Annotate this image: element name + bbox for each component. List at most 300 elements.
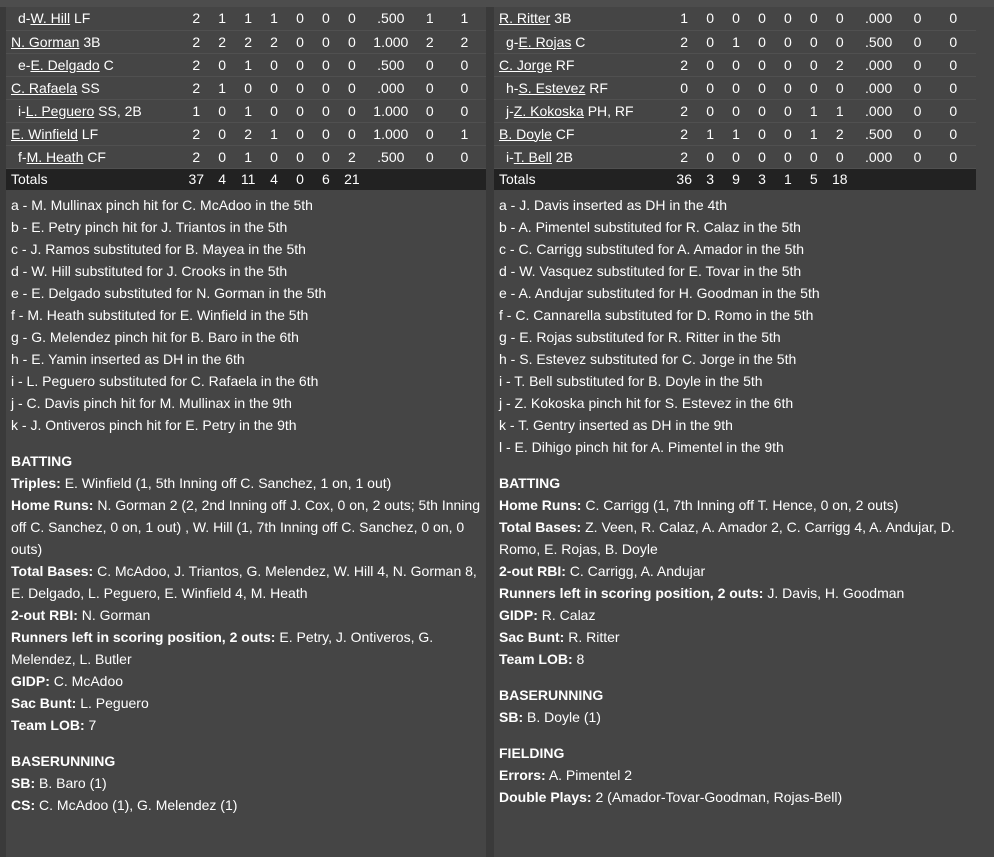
batting-value: R. Calaz bbox=[541, 607, 596, 623]
stat-c1: 0 bbox=[417, 145, 443, 168]
stat-avg: .500 bbox=[853, 122, 905, 145]
stat-bb: 0 bbox=[287, 99, 313, 122]
batting-item bbox=[499, 494, 971, 516]
stat-so: 0 bbox=[801, 30, 827, 53]
substitution-note: h - E. Yamin inserted as DH in the 6th bbox=[11, 351, 245, 367]
stat-ab: 1 bbox=[183, 99, 209, 122]
total-rbi: 4 bbox=[261, 168, 287, 190]
batting-item bbox=[499, 516, 971, 560]
stat-avg: .000 bbox=[853, 99, 905, 122]
player-link[interactable]: E. Rojas bbox=[518, 33, 572, 50]
stat-r: 0 bbox=[697, 76, 723, 99]
batting-label: Team LOB: bbox=[499, 651, 573, 667]
player-row bbox=[494, 122, 976, 145]
stat-avg: .000 bbox=[853, 76, 905, 99]
stat-rbi: 0 bbox=[261, 53, 287, 76]
player-cell bbox=[6, 53, 183, 76]
stat-rbi: 0 bbox=[261, 145, 287, 168]
substitution-note: a - J. Davis inserted as DH in the 4th bbox=[499, 197, 727, 213]
stat-h: 1 bbox=[723, 122, 749, 145]
stat-bb: 0 bbox=[775, 7, 801, 30]
player-position: RF bbox=[551, 56, 575, 73]
stat-c1: 2 bbox=[417, 30, 443, 53]
sub-prefix: f- bbox=[18, 148, 27, 165]
batting-value: 8 bbox=[576, 651, 585, 667]
total-ab: 37 bbox=[183, 168, 209, 190]
stat-bb: 0 bbox=[287, 53, 313, 76]
stat-r: 0 bbox=[697, 30, 723, 53]
stat-h: 1 bbox=[235, 99, 261, 122]
substitution-note: k - J. Ontiveros pinch hit for E. Petry in the 9th bbox=[11, 417, 297, 433]
stat-h: 2 bbox=[235, 30, 261, 53]
stat-so: 0 bbox=[313, 76, 339, 99]
stat-rbi: 0 bbox=[749, 30, 775, 53]
stat-r: 1 bbox=[209, 76, 235, 99]
player-position: C bbox=[571, 33, 586, 50]
batting-item bbox=[11, 472, 481, 494]
stat-ab: 2 bbox=[183, 53, 209, 76]
totals-row bbox=[494, 168, 976, 190]
substitution-note: d - W. Hill substituted for J. Crooks in the 5th bbox=[11, 263, 288, 279]
substitution-notes bbox=[6, 190, 486, 436]
stat-ab: 2 bbox=[671, 122, 697, 145]
stat-rbi: 1 bbox=[261, 122, 287, 145]
batting-label: Team LOB: bbox=[11, 717, 85, 733]
stat-lob: 2 bbox=[827, 53, 853, 76]
stat-r: 0 bbox=[697, 53, 723, 76]
baserunning-details bbox=[499, 706, 971, 728]
player-row bbox=[494, 145, 976, 168]
stat-h: 0 bbox=[723, 99, 749, 122]
player-row bbox=[6, 76, 486, 99]
stat-avg: .500 bbox=[365, 7, 417, 30]
home-team-panel bbox=[494, 7, 976, 857]
stat-so: 0 bbox=[313, 7, 339, 30]
stat-avg: .000 bbox=[365, 76, 417, 99]
stat-bb: 0 bbox=[775, 145, 801, 168]
batting-label: Sac Bunt: bbox=[11, 695, 77, 711]
stat-bb: 0 bbox=[287, 30, 313, 53]
batting-box-score-table bbox=[494, 7, 976, 190]
stat-r: 0 bbox=[209, 122, 235, 145]
stat-c2: 0 bbox=[930, 53, 976, 76]
player-cell bbox=[6, 145, 183, 168]
batting-label: 2-out RBI: bbox=[499, 563, 566, 579]
stat-lob: 0 bbox=[339, 122, 365, 145]
stat-bb: 0 bbox=[775, 122, 801, 145]
stat-so: 0 bbox=[313, 53, 339, 76]
stat-c1: 0 bbox=[905, 122, 931, 145]
player-cell bbox=[494, 122, 671, 145]
away-team-panel bbox=[6, 7, 486, 857]
player-cell bbox=[494, 30, 671, 53]
player-position: PH, RF bbox=[583, 102, 634, 119]
stat-ab: 2 bbox=[183, 30, 209, 53]
totals-row bbox=[6, 168, 486, 190]
stat-so: 0 bbox=[313, 99, 339, 122]
batting-item bbox=[499, 626, 971, 648]
player-link[interactable]: R. Ritter bbox=[499, 10, 551, 27]
stat-h: 1 bbox=[235, 53, 261, 76]
player-row bbox=[494, 99, 976, 122]
baserunning-details bbox=[11, 772, 481, 816]
batting-item bbox=[499, 582, 971, 604]
batting-label: GIDP: bbox=[499, 607, 538, 623]
fielding-value: A. Pimentel 2 bbox=[548, 767, 633, 783]
player-link[interactable]: C. Jorge bbox=[499, 56, 552, 73]
player-position: 3B bbox=[79, 33, 101, 50]
player-row bbox=[6, 7, 486, 30]
total-rbi: 3 bbox=[749, 168, 775, 190]
stat-avg: .500 bbox=[365, 145, 417, 168]
stat-lob: 0 bbox=[827, 30, 853, 53]
batting-value: C. McAdoo bbox=[53, 673, 124, 689]
batting-value: C. Carrigg, A. Andujar bbox=[569, 563, 706, 579]
player-link[interactable]: N. Gorman bbox=[11, 33, 80, 50]
player-link[interactable]: L. Peguero bbox=[25, 102, 95, 119]
batting-label: Triples: bbox=[11, 475, 61, 491]
player-link[interactable]: B. Doyle bbox=[499, 125, 552, 142]
stat-h: 2 bbox=[235, 122, 261, 145]
substitution-notes bbox=[494, 190, 976, 458]
player-position: RF bbox=[585, 79, 608, 96]
fielding-item bbox=[499, 764, 971, 786]
stat-ab: 2 bbox=[671, 30, 697, 53]
total-r: 4 bbox=[209, 168, 235, 190]
batting-label: GIDP: bbox=[11, 673, 50, 689]
player-cell bbox=[6, 122, 183, 145]
total-empty bbox=[905, 168, 931, 190]
stat-so: 1 bbox=[801, 122, 827, 145]
sub-prefix: e- bbox=[18, 56, 31, 73]
stat-bb: 0 bbox=[775, 76, 801, 99]
stat-ab: 2 bbox=[671, 99, 697, 122]
stat-c2: 2 bbox=[443, 30, 486, 53]
batting-value: Z. Veen, R. Calaz, A. Amador 2, C. Carrigg 4, A. Andujar, D. Romo, E. Rojas, B. Doyle bbox=[499, 519, 955, 557]
batting-item bbox=[11, 494, 481, 560]
batting-item bbox=[11, 626, 481, 670]
player-position: SS, 2B bbox=[94, 102, 142, 119]
stat-r: 0 bbox=[209, 145, 235, 168]
substitution-note: d - W. Vasquez substituted for E. Tovar in the 5th bbox=[499, 263, 802, 279]
stat-so: 0 bbox=[801, 7, 827, 30]
substitution-note: b - E. Petry pinch hit for J. Triantos in the 5th bbox=[11, 219, 288, 235]
batting-label: Total Bases: bbox=[11, 563, 94, 579]
stat-ab: 2 bbox=[183, 122, 209, 145]
player-cell bbox=[494, 145, 671, 168]
substitution-note: g - G. Melendez pinch hit for B. Baro in the 6th bbox=[11, 329, 299, 345]
player-cell bbox=[494, 7, 671, 30]
player-link[interactable]: T. Bell bbox=[513, 148, 552, 165]
player-cell bbox=[6, 30, 183, 53]
stat-rbi: 0 bbox=[749, 76, 775, 99]
stat-ab: 2 bbox=[183, 76, 209, 99]
stat-rbi: 0 bbox=[749, 53, 775, 76]
player-row bbox=[6, 53, 486, 76]
sub-prefix: j- bbox=[506, 102, 514, 119]
stat-bb: 0 bbox=[775, 53, 801, 76]
stat-avg: 1.000 bbox=[365, 122, 417, 145]
stat-r: 0 bbox=[209, 99, 235, 122]
total-lob: 18 bbox=[827, 168, 853, 190]
stat-c2: 0 bbox=[930, 76, 976, 99]
fielding-value: 2 (Amador-Tovar-Goodman, Rojas-Bell) bbox=[595, 789, 843, 805]
stat-bb: 0 bbox=[287, 122, 313, 145]
stat-bb: 0 bbox=[287, 7, 313, 30]
total-h: 9 bbox=[723, 168, 749, 190]
stat-c1: 1 bbox=[417, 7, 443, 30]
player-link[interactable]: Z. Kokoska bbox=[513, 102, 584, 119]
player-link[interactable]: E. Winfield bbox=[11, 125, 78, 142]
stat-h: 0 bbox=[723, 53, 749, 76]
batting-label: 2-out RBI: bbox=[11, 607, 78, 623]
stat-bb: 0 bbox=[287, 76, 313, 99]
stat-avg: .500 bbox=[853, 30, 905, 53]
player-link[interactable]: M. Heath bbox=[26, 148, 84, 165]
stat-c1: 0 bbox=[905, 53, 931, 76]
player-cell bbox=[494, 99, 671, 122]
stat-ab: 2 bbox=[183, 7, 209, 30]
batting-label: Runners left in scoring position, 2 outs: bbox=[499, 585, 764, 601]
player-row bbox=[6, 122, 486, 145]
fielding-item bbox=[499, 786, 971, 808]
stat-bb: 0 bbox=[287, 145, 313, 168]
stat-h: 0 bbox=[723, 76, 749, 99]
substitution-note: f - C. Cannarella substituted for D. Romo in the 5th bbox=[499, 307, 814, 323]
stat-rbi: 0 bbox=[749, 99, 775, 122]
total-bb: 0 bbox=[287, 168, 313, 190]
totals-label: Totals bbox=[494, 168, 671, 190]
stat-so: 0 bbox=[313, 145, 339, 168]
stat-lob: 0 bbox=[827, 7, 853, 30]
baserunning-section-title: BASERUNNING bbox=[499, 687, 604, 703]
batting-value: N. Gorman 2 (2, 2nd Inning off J. Cox, 0 on, 2 outs; 5th Inning off C. Sanchez, 0 on, 1 out) , W. Hill (1, 7th Inning off C. Sanchez, 0 on, 0 outs) bbox=[11, 497, 480, 557]
batting-value: E. Petry, J. Ontiveros, G. Melendez, L. Butler bbox=[11, 629, 434, 667]
stat-r: 2 bbox=[209, 30, 235, 53]
player-cell bbox=[494, 53, 671, 76]
stat-ab: 2 bbox=[183, 145, 209, 168]
player-cell bbox=[6, 76, 183, 99]
batting-item bbox=[499, 648, 971, 670]
stat-rbi: 0 bbox=[749, 122, 775, 145]
player-position: CF bbox=[551, 125, 575, 142]
substitution-note: c - C. Carrigg substituted for A. Amador in the 5th bbox=[499, 241, 805, 257]
stat-h: 1 bbox=[723, 30, 749, 53]
batting-label: Home Runs: bbox=[499, 497, 582, 513]
substitution-note: l - E. Dihigo pinch hit for A. Pimentel in the 9th bbox=[499, 439, 784, 455]
substitution-note: i - L. Peguero substituted for C. Rafaela in the 6th bbox=[11, 373, 319, 389]
player-position: LF bbox=[77, 125, 99, 142]
batting-label: Total Bases: bbox=[499, 519, 582, 535]
baserunning-label: SB: bbox=[499, 709, 524, 725]
player-position: 3B bbox=[550, 10, 572, 27]
batting-value: C. McAdoo, J. Triantos, G. Melendez, W. Hill 4, N. Gorman 8, E. Delgado, L. Peguero, E. Winfield 4, M. Heath bbox=[11, 563, 477, 601]
stat-c1: 0 bbox=[417, 122, 443, 145]
stat-lob: 1 bbox=[827, 99, 853, 122]
player-cell bbox=[6, 99, 183, 122]
substitution-note: e - A. Andujar substituted for H. Goodman in the 5th bbox=[499, 285, 820, 301]
total-empty bbox=[365, 168, 417, 190]
baserunning-label: SB: bbox=[11, 775, 36, 791]
stat-avg: .000 bbox=[853, 53, 905, 76]
sub-prefix: i- bbox=[18, 102, 26, 119]
substitution-note: b - A. Pimentel substituted for R. Calaz in the 5th bbox=[499, 219, 801, 235]
stat-c1: 0 bbox=[905, 30, 931, 53]
stat-c1: 0 bbox=[905, 145, 931, 168]
player-link[interactable]: S. Estevez bbox=[518, 79, 586, 96]
stat-avg: .000 bbox=[853, 145, 905, 168]
fielding-details bbox=[499, 764, 971, 808]
player-row bbox=[494, 7, 976, 30]
stat-rbi: 0 bbox=[749, 145, 775, 168]
player-position: LF bbox=[70, 10, 91, 27]
stat-so: 0 bbox=[801, 53, 827, 76]
player-row bbox=[494, 53, 976, 76]
stat-c1: 0 bbox=[417, 76, 443, 99]
stat-so: 0 bbox=[801, 145, 827, 168]
stat-lob: 0 bbox=[339, 76, 365, 99]
total-empty bbox=[417, 168, 443, 190]
player-link[interactable]: E. Delgado bbox=[30, 56, 100, 73]
batting-details bbox=[499, 494, 971, 670]
substitution-note: a - M. Mullinax pinch hit for C. McAdoo in the 5th bbox=[11, 197, 313, 213]
player-row bbox=[6, 145, 486, 168]
substitution-note: j - C. Davis pinch hit for M. Mullinax in the 9th bbox=[11, 395, 292, 411]
stat-lob: 0 bbox=[827, 145, 853, 168]
stat-lob: 0 bbox=[827, 76, 853, 99]
stat-rbi: 0 bbox=[261, 99, 287, 122]
stat-r: 0 bbox=[697, 7, 723, 30]
batting-label: Sac Bunt: bbox=[499, 629, 565, 645]
stat-so: 1 bbox=[801, 99, 827, 122]
stat-avg: .500 bbox=[365, 53, 417, 76]
stat-rbi: 0 bbox=[261, 76, 287, 99]
baserunning-label: CS: bbox=[11, 797, 36, 813]
stat-c2: 0 bbox=[930, 122, 976, 145]
batting-item bbox=[499, 560, 971, 582]
batting-item bbox=[499, 604, 971, 626]
batting-value: N. Gorman bbox=[81, 607, 151, 623]
stat-c2: 0 bbox=[443, 76, 486, 99]
batting-value: R. Ritter bbox=[568, 629, 620, 645]
stat-c2: 1 bbox=[443, 7, 486, 30]
batting-box-score-table bbox=[6, 7, 486, 190]
batting-value: E. Winfield (1, 5th Inning off C. Sanchez, 1 on, 1 out) bbox=[64, 475, 392, 491]
scrollbar-track[interactable] bbox=[976, 7, 994, 857]
baserunning-section-title: BASERUNNING bbox=[11, 753, 116, 769]
total-lob: 21 bbox=[339, 168, 365, 190]
player-position: CF bbox=[83, 148, 106, 165]
player-link[interactable]: C. Rafaela bbox=[11, 79, 78, 96]
substitution-note: k - T. Gentry inserted as DH in the 9th bbox=[499, 417, 733, 433]
total-so: 6 bbox=[313, 168, 339, 190]
stat-lob: 0 bbox=[339, 99, 365, 122]
total-ab: 36 bbox=[671, 168, 697, 190]
stat-c1: 0 bbox=[417, 99, 443, 122]
player-position: SS bbox=[77, 79, 100, 96]
stat-rbi: 2 bbox=[261, 30, 287, 53]
stat-so: 0 bbox=[313, 30, 339, 53]
totals-label: Totals bbox=[6, 168, 183, 190]
total-empty bbox=[443, 168, 486, 190]
stat-lob: 0 bbox=[339, 53, 365, 76]
stat-c2: 0 bbox=[930, 7, 976, 30]
stat-ab: 2 bbox=[671, 53, 697, 76]
batting-item bbox=[11, 670, 481, 692]
player-position: 2B bbox=[551, 148, 573, 165]
total-h: 11 bbox=[235, 168, 261, 190]
stat-c1: 0 bbox=[905, 76, 931, 99]
substitution-note: i - T. Bell substituted for B. Doyle in the 5th bbox=[499, 373, 763, 389]
stat-c2: 0 bbox=[443, 99, 486, 122]
stat-rbi: 0 bbox=[749, 7, 775, 30]
total-bb: 1 bbox=[775, 168, 801, 190]
stat-r: 1 bbox=[697, 122, 723, 145]
player-cell bbox=[494, 76, 671, 99]
batting-item bbox=[11, 560, 481, 604]
batting-value: J. Davis, H. Goodman bbox=[767, 585, 905, 601]
substitution-note: c - J. Ramos substituted for B. Mayea in the 5th bbox=[11, 241, 306, 257]
stat-c1: 0 bbox=[417, 53, 443, 76]
player-position: C bbox=[99, 56, 114, 73]
batting-section-title: BATTING bbox=[11, 453, 73, 469]
sub-prefix: i- bbox=[506, 148, 514, 165]
stat-c2: 0 bbox=[930, 145, 976, 168]
stat-bb: 0 bbox=[775, 30, 801, 53]
stat-lob: 0 bbox=[339, 30, 365, 53]
baserunning-item bbox=[499, 706, 971, 728]
substitution-note: f - M. Heath substituted for E. Winfield in the 5th bbox=[11, 307, 309, 323]
stat-ab: 1 bbox=[671, 7, 697, 30]
baserunning-value: B. Doyle (1) bbox=[527, 709, 601, 725]
stat-h: 0 bbox=[235, 76, 261, 99]
stat-c2: 1 bbox=[443, 122, 486, 145]
stat-h: 0 bbox=[723, 145, 749, 168]
stat-r: 0 bbox=[697, 99, 723, 122]
total-r: 3 bbox=[697, 168, 723, 190]
player-row bbox=[494, 30, 976, 53]
substitution-note: h - S. Estevez substituted for C. Jorge in the 5th bbox=[499, 351, 797, 367]
batting-value: L. Peguero bbox=[80, 695, 149, 711]
stat-lob: 2 bbox=[339, 145, 365, 168]
fielding-label: Errors: bbox=[499, 767, 546, 783]
stat-so: 0 bbox=[313, 122, 339, 145]
stat-r: 1 bbox=[209, 7, 235, 30]
batting-value: 7 bbox=[88, 717, 97, 733]
sub-prefix: h- bbox=[506, 79, 519, 96]
stat-c2: 0 bbox=[930, 99, 976, 122]
player-row bbox=[6, 30, 486, 53]
stat-avg: 1.000 bbox=[365, 30, 417, 53]
stat-c1: 0 bbox=[905, 99, 931, 122]
sub-prefix: d- bbox=[18, 10, 31, 27]
stat-r: 0 bbox=[209, 53, 235, 76]
batting-value: C. Carrigg (1, 7th Inning off T. Hence, 0 on, 2 outs) bbox=[585, 497, 899, 513]
stat-h: 1 bbox=[235, 145, 261, 168]
stat-bb: 0 bbox=[775, 99, 801, 122]
batting-label: Runners left in scoring position, 2 outs: bbox=[11, 629, 276, 645]
top-bar bbox=[0, 0, 994, 7]
stat-avg: .000 bbox=[853, 7, 905, 30]
stat-so: 0 bbox=[801, 76, 827, 99]
batting-label: Home Runs: bbox=[11, 497, 94, 513]
substitution-note: j - Z. Kokoska pinch hit for S. Estevez in the 6th bbox=[499, 395, 794, 411]
player-link[interactable]: W. Hill bbox=[30, 10, 71, 27]
stat-rbi: 1 bbox=[261, 7, 287, 30]
stat-r: 0 bbox=[697, 145, 723, 168]
substitution-note: e - E. Delgado substituted for N. Gorman in the 5th bbox=[11, 285, 327, 301]
stat-lob: 2 bbox=[827, 122, 853, 145]
